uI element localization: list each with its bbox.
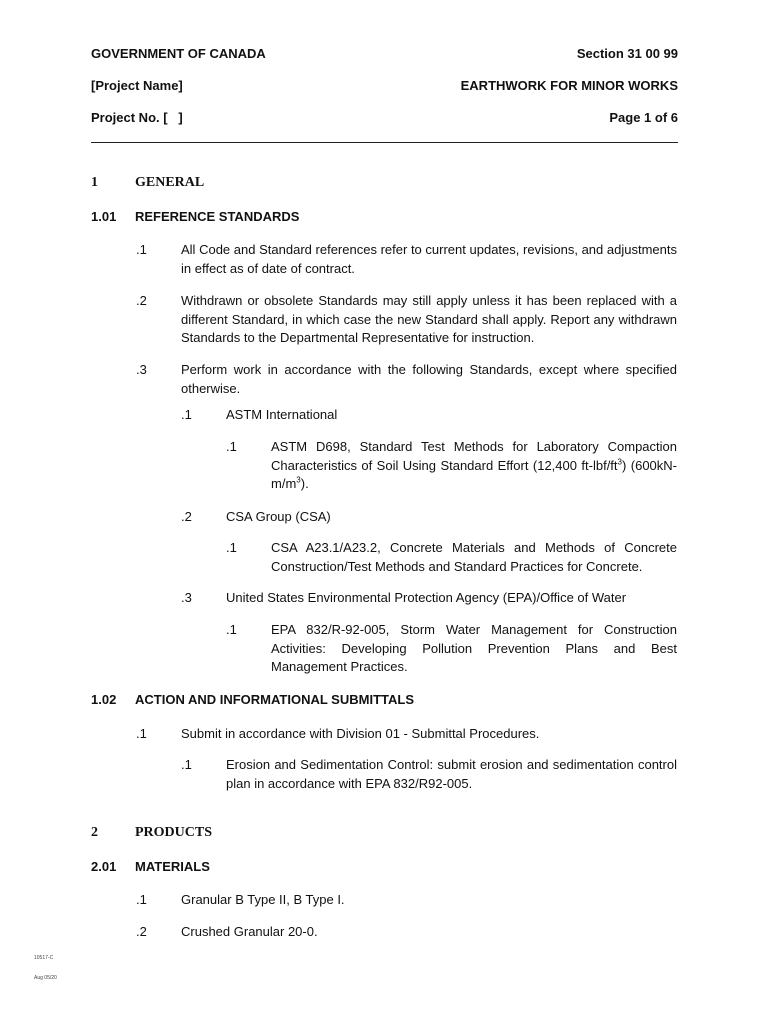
paragraph-text: Granular B Type II, B Type I. bbox=[181, 892, 345, 907]
subparagraph-number: .1 bbox=[181, 407, 192, 422]
header-section: Section 31 00 99 bbox=[576, 46, 678, 61]
section-number: 1.02 bbox=[91, 692, 117, 707]
paragraph-number: .1 bbox=[136, 242, 147, 257]
footer-code: 10517-C bbox=[34, 955, 54, 961]
subparagraph-text: ASTM International bbox=[226, 407, 338, 422]
paragraph-number: .1 bbox=[136, 726, 147, 741]
header-project-name: [Project Name] bbox=[91, 78, 183, 93]
header-page: Page 1 of 6 bbox=[609, 110, 678, 125]
section-title: REFERENCE STANDARDS bbox=[135, 209, 300, 224]
paragraph-number: .2 bbox=[136, 924, 147, 939]
item-text: ASTM D698, Standard Test Methods for Laboratory Compaction Characteristics of Soil Using Standard Effort (12,400 $ft-lbf/ft^3$) $(600kN-m/m^3)$. bbox=[271, 439, 677, 491]
subparagraph-text: United States Environmental Protection Agency (EPA)/Office of Water bbox=[226, 590, 627, 605]
part-number: 2 bbox=[91, 825, 98, 840]
section-title: ACTION AND INFORMATIONAL SUBMITTALS bbox=[135, 692, 414, 707]
subparagraph-text: CSA Group (CSA) bbox=[226, 509, 331, 524]
subparagraph-number: .3 bbox=[181, 590, 192, 605]
paragraph-text: Withdrawn or obsolete Standards may still apply unless it has been replaced with a different Standard, in which case the new Standard shall apply. Report any withdrawn Standards to the Departmental Representative for instruction. bbox=[181, 293, 677, 345]
subparagraph-text: Erosion and Sedimentation Control: submit erosion and sedimentation control plan in accordance with EPA 832/R92-005. bbox=[226, 757, 677, 791]
part-title: PRODUCTS bbox=[135, 825, 213, 840]
header-rule bbox=[91, 142, 678, 143]
footer-date: Aug 05/20 bbox=[34, 975, 57, 981]
section-number: 2.01 bbox=[91, 859, 117, 874]
section-number: 1.01 bbox=[91, 209, 117, 224]
paragraph-text: Crushed Granular 20-0. bbox=[181, 924, 318, 939]
part-number: 1 bbox=[91, 175, 98, 190]
item-number: .1 bbox=[226, 439, 237, 454]
paragraph-number: .2 bbox=[136, 293, 147, 308]
item-text: CSA A23.1/A23.2, Concrete Materials and Methods of Concrete Construction/Test Methods and Standard Practices for Concrete. bbox=[271, 540, 677, 574]
item-text: EPA 832/R-92-005, Storm Water Management for Construction Activities: Developing Pollution Prevention Plans and Best Management Practices. bbox=[271, 622, 677, 674]
header-title: EARTHWORK FOR MINOR WORKS bbox=[460, 78, 678, 93]
header-org: GOVERNMENT OF CANADA bbox=[91, 46, 266, 61]
item-number: .1 bbox=[226, 540, 237, 555]
paragraph-text: Perform work in accordance with the following Standards, except where specified otherwise. bbox=[181, 362, 677, 396]
subparagraph-number: .1 bbox=[181, 757, 192, 772]
paragraph-number: .1 bbox=[136, 892, 147, 907]
item-number: .1 bbox=[226, 622, 237, 637]
part-title: GENERAL bbox=[135, 175, 205, 190]
section-title: MATERIALS bbox=[135, 859, 210, 874]
paragraph-number: .3 bbox=[136, 362, 147, 377]
subparagraph-number: .2 bbox=[181, 509, 192, 524]
header-project-no: Project No. [ ] bbox=[91, 110, 183, 125]
paragraph-text: All Code and Standard references refer to current updates, revisions, and adjustments in effect as of date of contract. bbox=[181, 242, 677, 276]
paragraph-text: Submit in accordance with Division 01 - Submittal Procedures. bbox=[181, 726, 540, 741]
